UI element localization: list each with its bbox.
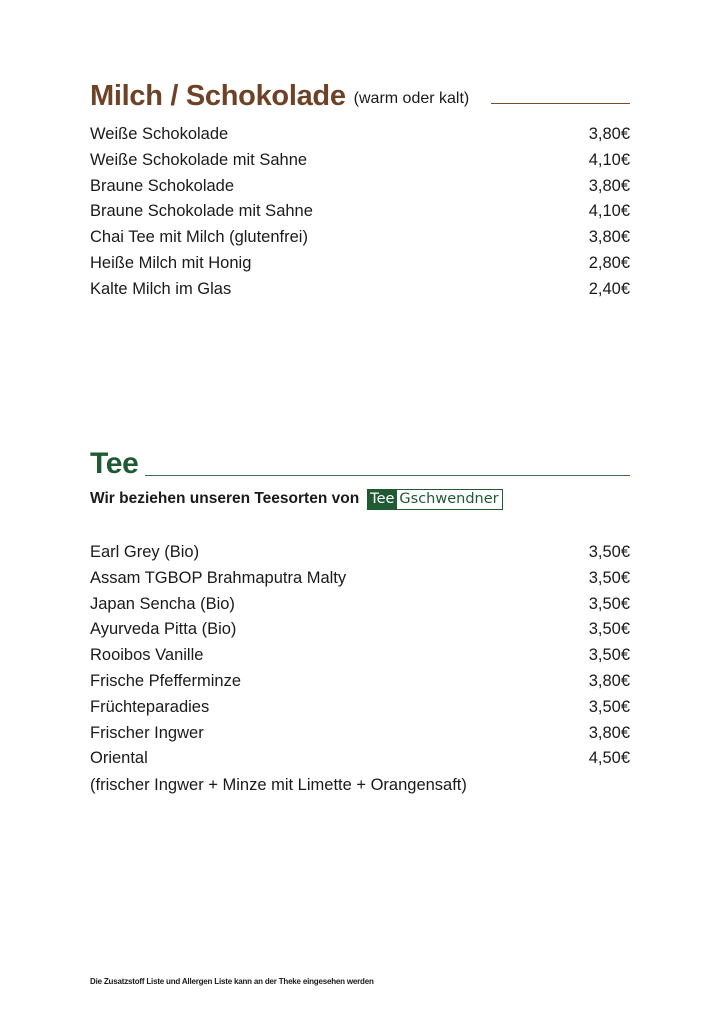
item-name: Kalte Milch im Glas — [90, 279, 232, 298]
list-item — [90, 174, 630, 200]
item-price: 3,80€ — [588, 125, 630, 143]
item-price: 2,40€ — [588, 279, 630, 298]
item-name: Braune Schokolade mit Sahne — [90, 202, 313, 221]
list-item — [90, 199, 630, 225]
list-item — [90, 643, 630, 669]
logo-part-tee: Tee — [368, 490, 397, 509]
list-item — [90, 251, 630, 277]
list-item — [90, 617, 630, 643]
milch-heading — [90, 72, 630, 112]
item-name: Assam TGBOP Brahmaputra Malty — [90, 568, 347, 587]
item-name: Japan Sencha (Bio) — [90, 594, 235, 613]
item-name: Chai Tee mit Milch (glutenfrei) — [90, 228, 308, 247]
list-item — [90, 669, 630, 695]
milch-subtitle: (warm oder kalt) — [353, 90, 470, 107]
list-item — [90, 721, 630, 747]
list-item — [90, 277, 630, 303]
item-name: Heiße Milch mit Honig — [90, 253, 252, 272]
item-price: 3,80€ — [588, 723, 630, 742]
list-item — [90, 540, 630, 566]
milch-list — [90, 122, 630, 303]
list-item — [90, 695, 630, 721]
item-name: Früchteparadies — [90, 697, 210, 716]
item-price: 3,50€ — [588, 620, 630, 639]
item-price: 2,80€ — [588, 253, 630, 272]
list-item — [90, 746, 630, 772]
item-name: Earl Grey (Bio) — [90, 543, 200, 561]
item-name: Weiße Schokolade mit Sahne — [90, 150, 308, 169]
item-name: Weiße Schokolade — [90, 125, 229, 143]
item-price: 3,50€ — [588, 594, 630, 613]
oriental-note: (frischer Ingwer + Minze mit Limette + Orangensaft) — [90, 776, 467, 795]
item-name: Rooibos Vanille — [90, 646, 204, 665]
allergen-footer-note: Die Zusatzstoff Liste und Allergen Liste kann an der Theke eingesehen werden — [90, 977, 374, 986]
tee-list — [90, 540, 630, 772]
list-item — [90, 566, 630, 592]
item-name: Ayurveda Pitta (Bio) — [90, 620, 237, 639]
logo-part-name: Gschwendner — [397, 490, 501, 509]
list-item — [90, 225, 630, 251]
item-price: 3,50€ — [588, 543, 630, 561]
teegschwendner-logo — [367, 489, 502, 510]
item-price: 3,50€ — [588, 697, 630, 716]
item-price: 3,50€ — [588, 646, 630, 665]
item-price: 3,80€ — [588, 671, 630, 690]
tee-divider — [145, 475, 630, 476]
item-price: 4,10€ — [588, 202, 630, 221]
item-price: 3,50€ — [588, 568, 630, 587]
item-name: Frische Pfefferminze — [90, 671, 241, 690]
milch-section — [90, 72, 630, 303]
tee-section — [90, 440, 630, 798]
supplier-row — [90, 486, 630, 512]
item-price: 4,10€ — [588, 150, 630, 169]
supplier-text: Wir beziehen unseren Teesorten von — [90, 490, 360, 507]
list-item — [90, 122, 630, 148]
list-item — [90, 592, 630, 618]
item-name: Oriental — [90, 749, 148, 768]
tee-title: Tee — [90, 447, 139, 480]
item-price: 3,80€ — [588, 176, 630, 195]
milch-title: Milch / Schokolade — [90, 80, 346, 112]
milch-divider — [491, 103, 630, 104]
list-item — [90, 148, 630, 174]
item-price: 4,50€ — [588, 749, 630, 768]
item-price: 3,80€ — [588, 228, 630, 247]
item-name: Braune Schokolade — [90, 176, 235, 195]
tee-heading — [90, 440, 630, 480]
item-name: Frischer Ingwer — [90, 723, 204, 742]
